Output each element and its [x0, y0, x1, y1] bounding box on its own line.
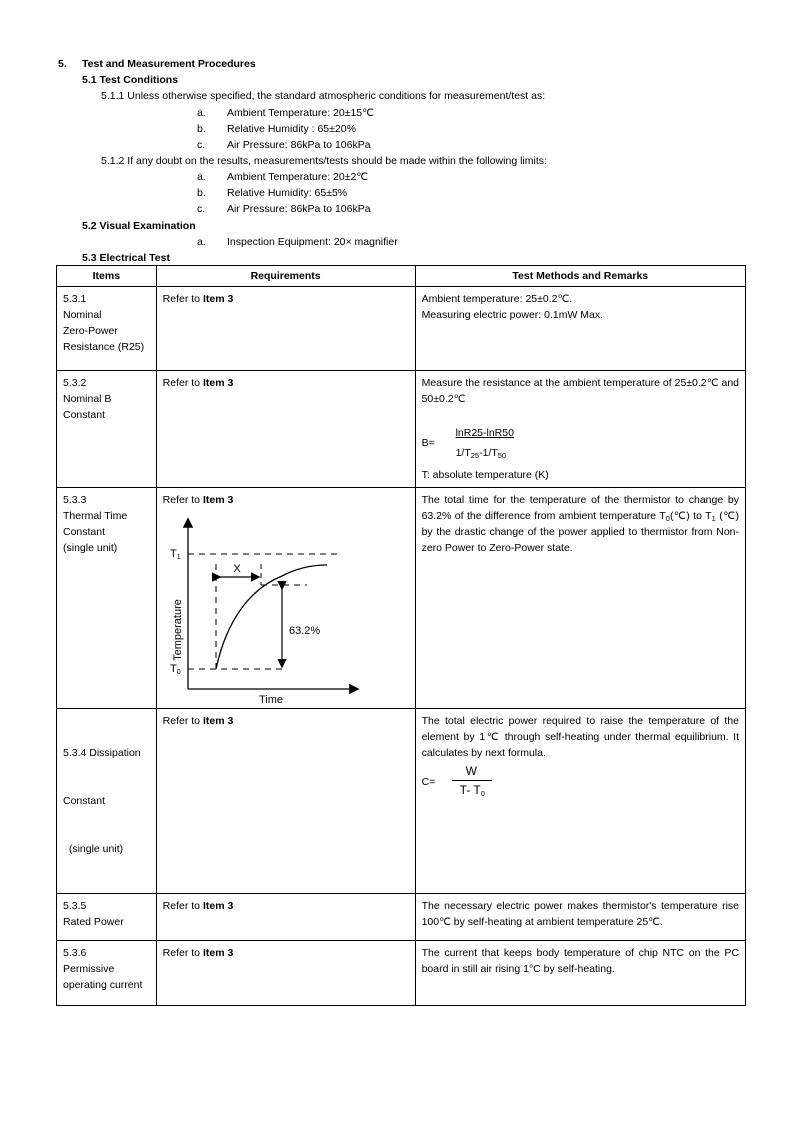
method-cell — [415, 894, 745, 941]
method-text: Measure the resistance at the ambient temperature of 25±0.2℃ and 50±0.2℃ — [421, 377, 739, 405]
refer-item: Item 3 — [202, 900, 234, 912]
x-label: X — [232, 563, 241, 575]
refer-text: Refer to — [162, 377, 203, 389]
thermal-time-constant-graph — [157, 508, 383, 704]
table-row — [57, 488, 746, 709]
subsection-title-5-1: 5.1 Test Conditions — [82, 74, 179, 86]
item-line: Constant — [63, 526, 106, 538]
list-marker: a. — [197, 236, 206, 248]
method-text: The necessary electric power makes thermistor's temperature rise 100℃ by self-heating at ambient temperature 25℃. — [421, 900, 739, 928]
refer-item: Item 3 — [202, 494, 234, 506]
method-text — [422, 492, 739, 556]
item-line: Constant — [63, 795, 106, 807]
den-part: 1/T — [455, 447, 471, 459]
item-line: Nominal — [63, 309, 102, 321]
paragraph-5-1-1: 5.1.1 Unless otherwise specified, the standard atmospheric conditions for measurement/test as: — [101, 90, 546, 102]
item-line: Zero-Power — [63, 325, 118, 337]
requirement-cell — [156, 488, 415, 709]
method-line: Ambient temperature: 25±0.2℃. — [421, 293, 573, 305]
method-part: (℃) by the drastic change of the power applied to thermistor from Non-zero Power to Zero-Power state. — [421, 510, 739, 554]
item-line: Permissive — [63, 963, 115, 975]
header-items: Items — [57, 266, 157, 287]
formula-denominator — [456, 445, 507, 461]
x-axis-title: Time — [258, 694, 283, 704]
item-cell — [57, 894, 157, 941]
method-cell — [415, 709, 745, 894]
formula-label: B= — [421, 437, 435, 449]
method-cell — [415, 488, 745, 709]
paragraph-5-1-2: 5.1.2 If any doubt on the results, measurements/tests should be made within the following limits: — [101, 155, 547, 167]
item-line: 5.3.4 Dissipation — [63, 747, 141, 759]
section-title: Test and Measurement Procedures — [82, 58, 256, 70]
electrical-test-table — [56, 265, 746, 1006]
list-item: Ambient Temperature: 20±2℃ — [227, 171, 369, 183]
list-item: Relative Humidity : 65±20% — [227, 123, 356, 135]
method-sub: 1 — [711, 514, 716, 523]
item-line: 5.3.2 — [63, 377, 87, 389]
den-sub: 0 — [480, 789, 485, 798]
refer-item: Item 3 — [202, 947, 234, 959]
formula-note: T: absolute temperature (K) — [421, 469, 549, 481]
requirement-cell — [156, 894, 415, 941]
item-line: operating current — [63, 979, 143, 991]
refer-item: Item 3 — [202, 377, 234, 389]
t1-label: T1 — [169, 548, 181, 561]
refer-item: Item 3 — [202, 715, 234, 727]
table-row — [57, 941, 746, 1006]
item-line: (single unit) — [63, 843, 124, 855]
header-test-methods: Test Methods and Remarks — [415, 266, 745, 287]
y-axis-title: Temperature — [171, 599, 184, 661]
list-marker: c. — [197, 139, 206, 151]
requirement-cell — [156, 287, 415, 371]
table-row — [57, 371, 746, 488]
list-marker: a. — [197, 171, 206, 183]
table-row — [57, 287, 746, 371]
list-item: Inspection Equipment: 20× magnifier — [227, 236, 398, 248]
item-line: 5.3.6 — [63, 947, 87, 959]
table-row — [57, 709, 746, 894]
list-marker: b. — [197, 123, 206, 135]
item-cell — [57, 488, 157, 709]
temperature-curve — [216, 565, 327, 669]
list-marker: b. — [197, 187, 206, 199]
refer-text: Refer to — [162, 494, 203, 506]
formula-numerator: lnR25-lnR50 — [455, 427, 514, 439]
item-cell — [57, 941, 157, 1006]
item-line: Rated Power — [63, 916, 124, 928]
den-part: -1/T — [479, 447, 498, 459]
subsection-title-5-3: 5.3 Electrical Test — [82, 252, 170, 264]
item-line: Thermal Time — [63, 510, 128, 522]
den-part: T- T — [459, 783, 481, 797]
header-requirements: Requirements — [156, 266, 415, 287]
item-line: 5.3.5 — [63, 900, 87, 912]
refer-item: Item 3 — [202, 293, 234, 305]
list-item: Ambient Temperature: 20±15℃ — [227, 107, 374, 119]
t0-label: T0 — [169, 663, 181, 676]
table-row — [57, 894, 746, 941]
requirement-cell — [156, 941, 415, 1006]
method-part: (℃) to T — [669, 510, 712, 522]
item-line: Nominal B — [63, 393, 112, 405]
item-line: (single unit) — [63, 542, 118, 554]
list-marker: a. — [197, 107, 206, 119]
method-text: The current that keeps body temperature of chip NTC on the PC board in still air rising 1°C by self-heating. — [421, 947, 739, 975]
list-marker: c. — [197, 203, 206, 215]
subsection-title-5-2: 5.2 Visual Examination — [82, 220, 196, 232]
list-item: Air Pressure: 86kPa to 106kPa — [227, 139, 371, 151]
formula-denominator — [460, 782, 485, 798]
section-number: 5. — [58, 58, 67, 70]
list-item: Air Pressure: 86kPa to 106kPa — [227, 203, 371, 215]
den-sub: 50 — [497, 451, 507, 460]
formula-numerator: W — [465, 764, 477, 778]
method-line: Measuring electric power: 0.1mW Max. — [421, 309, 604, 321]
requirement-cell — [156, 709, 415, 894]
method-cell — [415, 941, 745, 1006]
refer-text: Refer to — [162, 947, 203, 959]
item-line: Resistance (R25) — [63, 341, 145, 353]
den-sub: 25 — [470, 451, 480, 460]
method-text: The total electric power required to raise the temperature of the element by 1℃ through self-heating under thermal equilibrium. It calculates by next formula. — [421, 715, 739, 759]
refer-text: Refer to — [162, 900, 203, 912]
pct-label: 63.2% — [288, 625, 320, 637]
table-header-row — [57, 266, 746, 287]
item-cell — [57, 371, 157, 488]
formula-label: C= — [421, 776, 436, 788]
fraction-bar — [452, 780, 492, 781]
item-cell — [57, 287, 157, 371]
method-part: The total time for the temperature of the thermistor to change by 63.2% of the difference from ambient temperature T — [421, 494, 739, 522]
item-line: 5.3.3 — [63, 494, 87, 506]
item-cell — [57, 709, 157, 894]
method-cell — [415, 287, 745, 371]
requirement-cell — [156, 371, 415, 488]
refer-text: Refer to — [162, 715, 203, 727]
refer-text: Refer to — [162, 293, 203, 305]
item-line: 5.3.1 — [63, 293, 87, 305]
item-line: Constant — [63, 409, 106, 421]
b-formula — [422, 425, 739, 463]
method-sub: 0 — [665, 514, 670, 523]
method-cell — [415, 371, 745, 488]
list-item: Relative Humidity: 65±5% — [227, 187, 348, 199]
c-formula — [422, 763, 739, 801]
